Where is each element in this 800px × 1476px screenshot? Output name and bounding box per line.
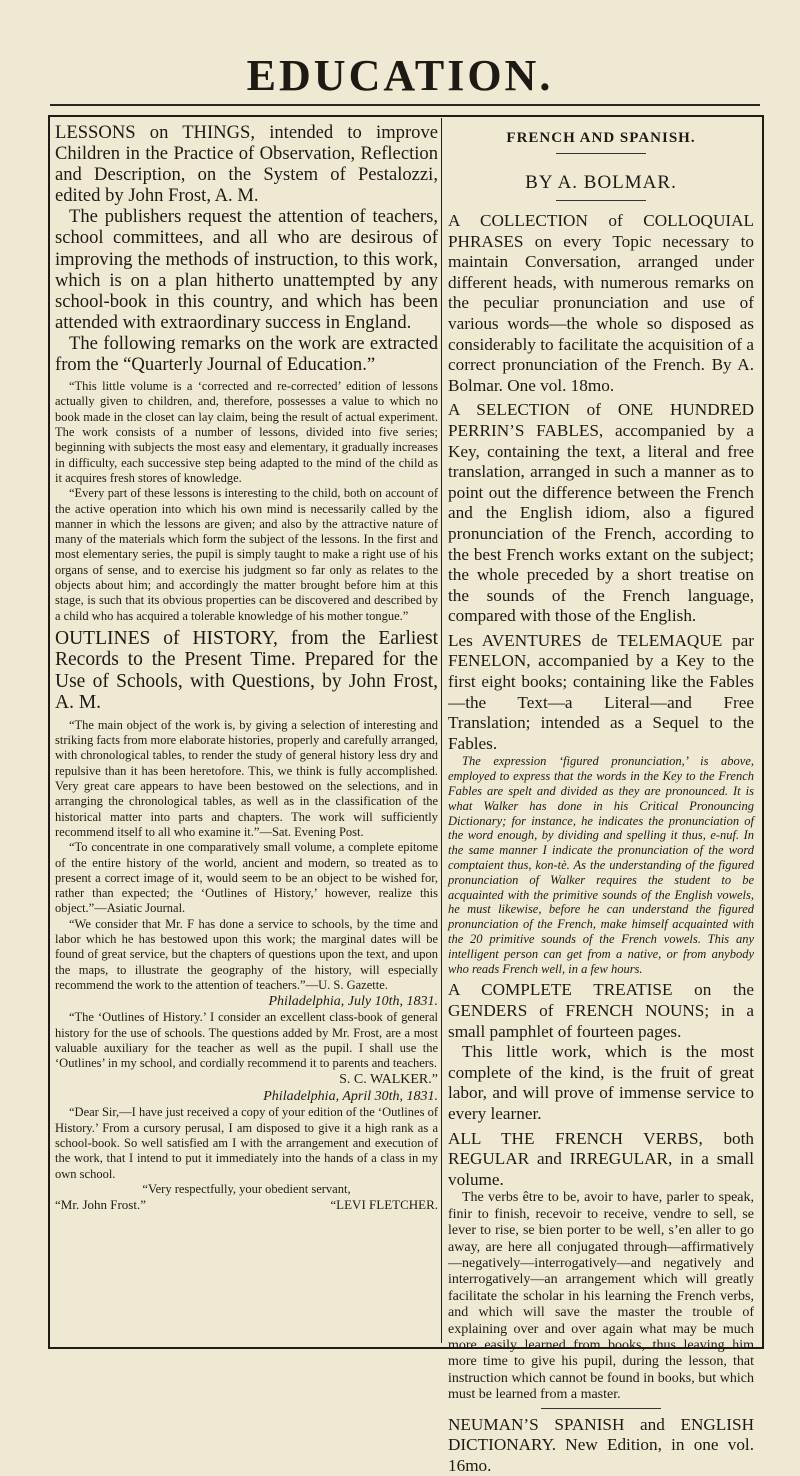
signature-row: [55, 1197, 438, 1213]
masthead-title: EDUCATION.: [246, 51, 554, 100]
verbs-desc: The verbs être to be, avoir to have, parler to speak, finir to finish, recevoir to receive, vendre to sell, se lever to rise, se bien porter to be well, s’en aller to go away, are here all conjugated through—affirmatively—negatively—interrogatively—and negatively and interrogatively—an arrangement which will greatly facilitate the scholar in his learning the French verbs, and which will save the master the trouble of explaining over and over again what may be much more easily learned from books, thus leaving him more time to give his pupil, during the lesson, that instruction which cannot be found in books, but which must be learned from a master.: [448, 1190, 754, 1403]
outlines-quote-4: “The ‘Outlines of History.’ I consider an excellent class-book of general history for the use of schools. The questions added by Mr. Frost, are a most valuable auxiliary for the teacher as well as the pupil. I shall use the ‘Outlines’ in my school, and cordially recommend it to parents and teachers.: [55, 1010, 438, 1071]
lessons-quote-1: “This little volume is a ‘corrected and re-corrected’ edition of lessons actually given to children, and, therefore, possesses a value to which no book made in the closet can lay claim, being the result of actual experiment. The work consists of a number of lessons, divided into five series; beginning with subjects the most easy and elementary, it gradually increases in difficulty, each successive step being adapted to the mind of the child as it acquires fresh stores of knowledge.: [55, 379, 438, 485]
outlines-quote-3: “We consider that Mr. F has done a service to schools, by the time and labor which he has bestowed upon this work; the marginal dates will be found of great service, but the chapters of questions upon the text, and upon the maps, to illustrate the geography of the history, will especially recommend the work to the attention of teachers.”—U. S. Gazette.: [55, 916, 438, 992]
dateline-july: Philadelphia, July 10th, 1831.: [268, 994, 438, 1010]
figured-note: The expression ‘figured pronunciation,’ is above, employed to express that the words in the Key to the French Fables are spelt and divided as they are pronounced. It is what Walker has done in his Critical Pronouncing Dictionary; for instance, he indicates the pronunciation of the word enough, by dividing and spelling it thus, e-nuf. In the same manner I indicate the pronunciation of the word comptaient thus, kon-tè. As the understanding of the figured pronunciation of Walker requires the student to be acquainted with the primitive sounds of the English vowels, he must likewise, before he can understand the figured pronunciation of the French, make himself acquainted with the 20 primitive sounds of the French vowels. This any intelligent person can get from a native, or from anybody who reads French well, in a few hours.: [448, 754, 754, 976]
byline: BY A. BOLMAR.: [525, 172, 677, 193]
title-rule: [556, 153, 646, 154]
lessons-intro: The publishers request the attention of teachers, school committees, and all who are desirous of improving the methods of instruction, to this work, which is on a plan hitherto unattempted by any school-book in this country, and which has been attended with extraordinary success in England.: [55, 206, 438, 333]
left-column: [55, 122, 438, 1342]
genders-ad: A COMPLETE TREATISE on the GENDERS of FRENCH NOUNS; in a small pamphlet of fourteen pages.: [448, 980, 754, 1041]
lessons-quote-2: “Every part of these lessons is interesting to the child, both on account of the active operation into which his own mind is necessarily called by the manner in which the lessons are given; and also by the attractive nature of many of the materials which form the subject of the lessons. In the first and most elementary series, the pupil is simply taught to make a right use of his organs of sense, and to exercise his judgment so far only as relates to the objects about him; and accordingly the matter brought before him at this stage, is such that its obvious properties can be discovered and described by a child who has acquired a tolerable knowledge of his mother tongue.”: [55, 486, 438, 623]
neuman-rule: [541, 1408, 661, 1409]
lessons-title: LESSONS on THINGS, intended to improve Children in the Practice of Observation, Reflection and Description, on the System of Pestalozzi, edited by John Frost, A. M.: [55, 122, 438, 207]
addressee: “Mr. John Frost.”: [55, 1197, 146, 1213]
masthead-rule: [50, 104, 760, 106]
right-column: [448, 122, 754, 1475]
outlines-title: OUTLINES of HISTORY, from the Earliest Records to the Present Time. Prepared for the Use of Schools, with Questions, by John Frost, A. M.: [55, 627, 438, 714]
outlines-quote-1: “The main object of the work is, by giving a selection of interesting and striking facts from more elaborate histories, properly and carefully arranged, with chronological tables, to render the study of general history less dry and repulsive than it has been heretofore. This, we think is fully accomplished. Very great care appears to have been bestowed on the selections, and in arranging the chronological tables, as well as in the classification of the historical matter into parts and chapters. The work will sufficiently recommend itself to all who examine it.”—Sat. Evening Post.: [55, 717, 438, 839]
outlines-quote-2: “To concentrate in one comparatively small volume, a complete epitome of the entire history of the world, ancient and modern, so treated as to present a correct image of it, would seem to be an object to be wished for, rather than expected; the ‘Outlines of History,’ however, realize this object.”—Asiatic Journal.: [55, 840, 438, 916]
fables-ad: A SELECTION of ONE HUNDRED PERRIN’S FABLES, accompanied by a Key, containing the text, a literal and free translation, arranged in such a manner as to point out the difference between the French and the English idiom, also a figured pronunciation of the French, according to the best French works extant on the subject; the whole preceded by a short treatise on the sounds of the French language, compared with those of the English.: [448, 400, 754, 626]
signature-fletcher: “LEVI FLETCHER.: [330, 1197, 438, 1213]
dateline-april: Philadelphia, April 30th, 1831.: [263, 1089, 438, 1105]
lessons-intro-2: The following remarks on the work are extracted from the “Quarterly Journal of Education.”: [55, 332, 438, 376]
closing-line: “Very respectfully, your obedient servant,: [142, 1181, 351, 1196]
section-title: FRENCH AND SPANISH.: [506, 130, 696, 146]
signature-walker: S. C. WALKER.”: [339, 1072, 438, 1088]
telemaque-ad: Les AVENTURES de TELEMAQUE par FENELON, accompanied by a Key to the first eight books; containing like the Fables—the Text—a Literal—and Free Translation; intended as a Sequel to the Fables.: [448, 630, 754, 753]
neuman-ad: NEUMAN’S SPANISH and ENGLISH DICTIONARY. New Edition, in one vol. 16mo.: [448, 1414, 754, 1475]
phrases-ad: A COLLECTION of COLLOQUIAL PHRASES on every Topic necessary to maintain Conversation, arranged under different heads, with numerous remarks on the peculiar pronunciation and use of various words—the whole so disposed as considerably to facilitate the acquisition of a correct pronunciation of the French. By A. Bolmar. One vol. 18mo.: [448, 211, 754, 395]
outlines-quote-5: “Dear Sir,—I have just received a copy of your edition of the ‘Outlines of History.’ From a cursory perusal, I am disposed to give it a high rank as a school-book. So well satisfied am I with the arrangement and execution of the work, that I intend to put it immediately into the hands of a class in my own school.: [55, 1105, 438, 1181]
genders-desc: This little work, which is the most complete of the kind, is the fruit of great labor, and will prove of immense service to every learner.: [448, 1042, 754, 1123]
column-divider: [441, 118, 442, 1343]
byline-rule: [556, 200, 646, 201]
verbs-ad: ALL THE FRENCH VERBS, both REGULAR and IRREGULAR, in a small volume.: [448, 1128, 754, 1189]
